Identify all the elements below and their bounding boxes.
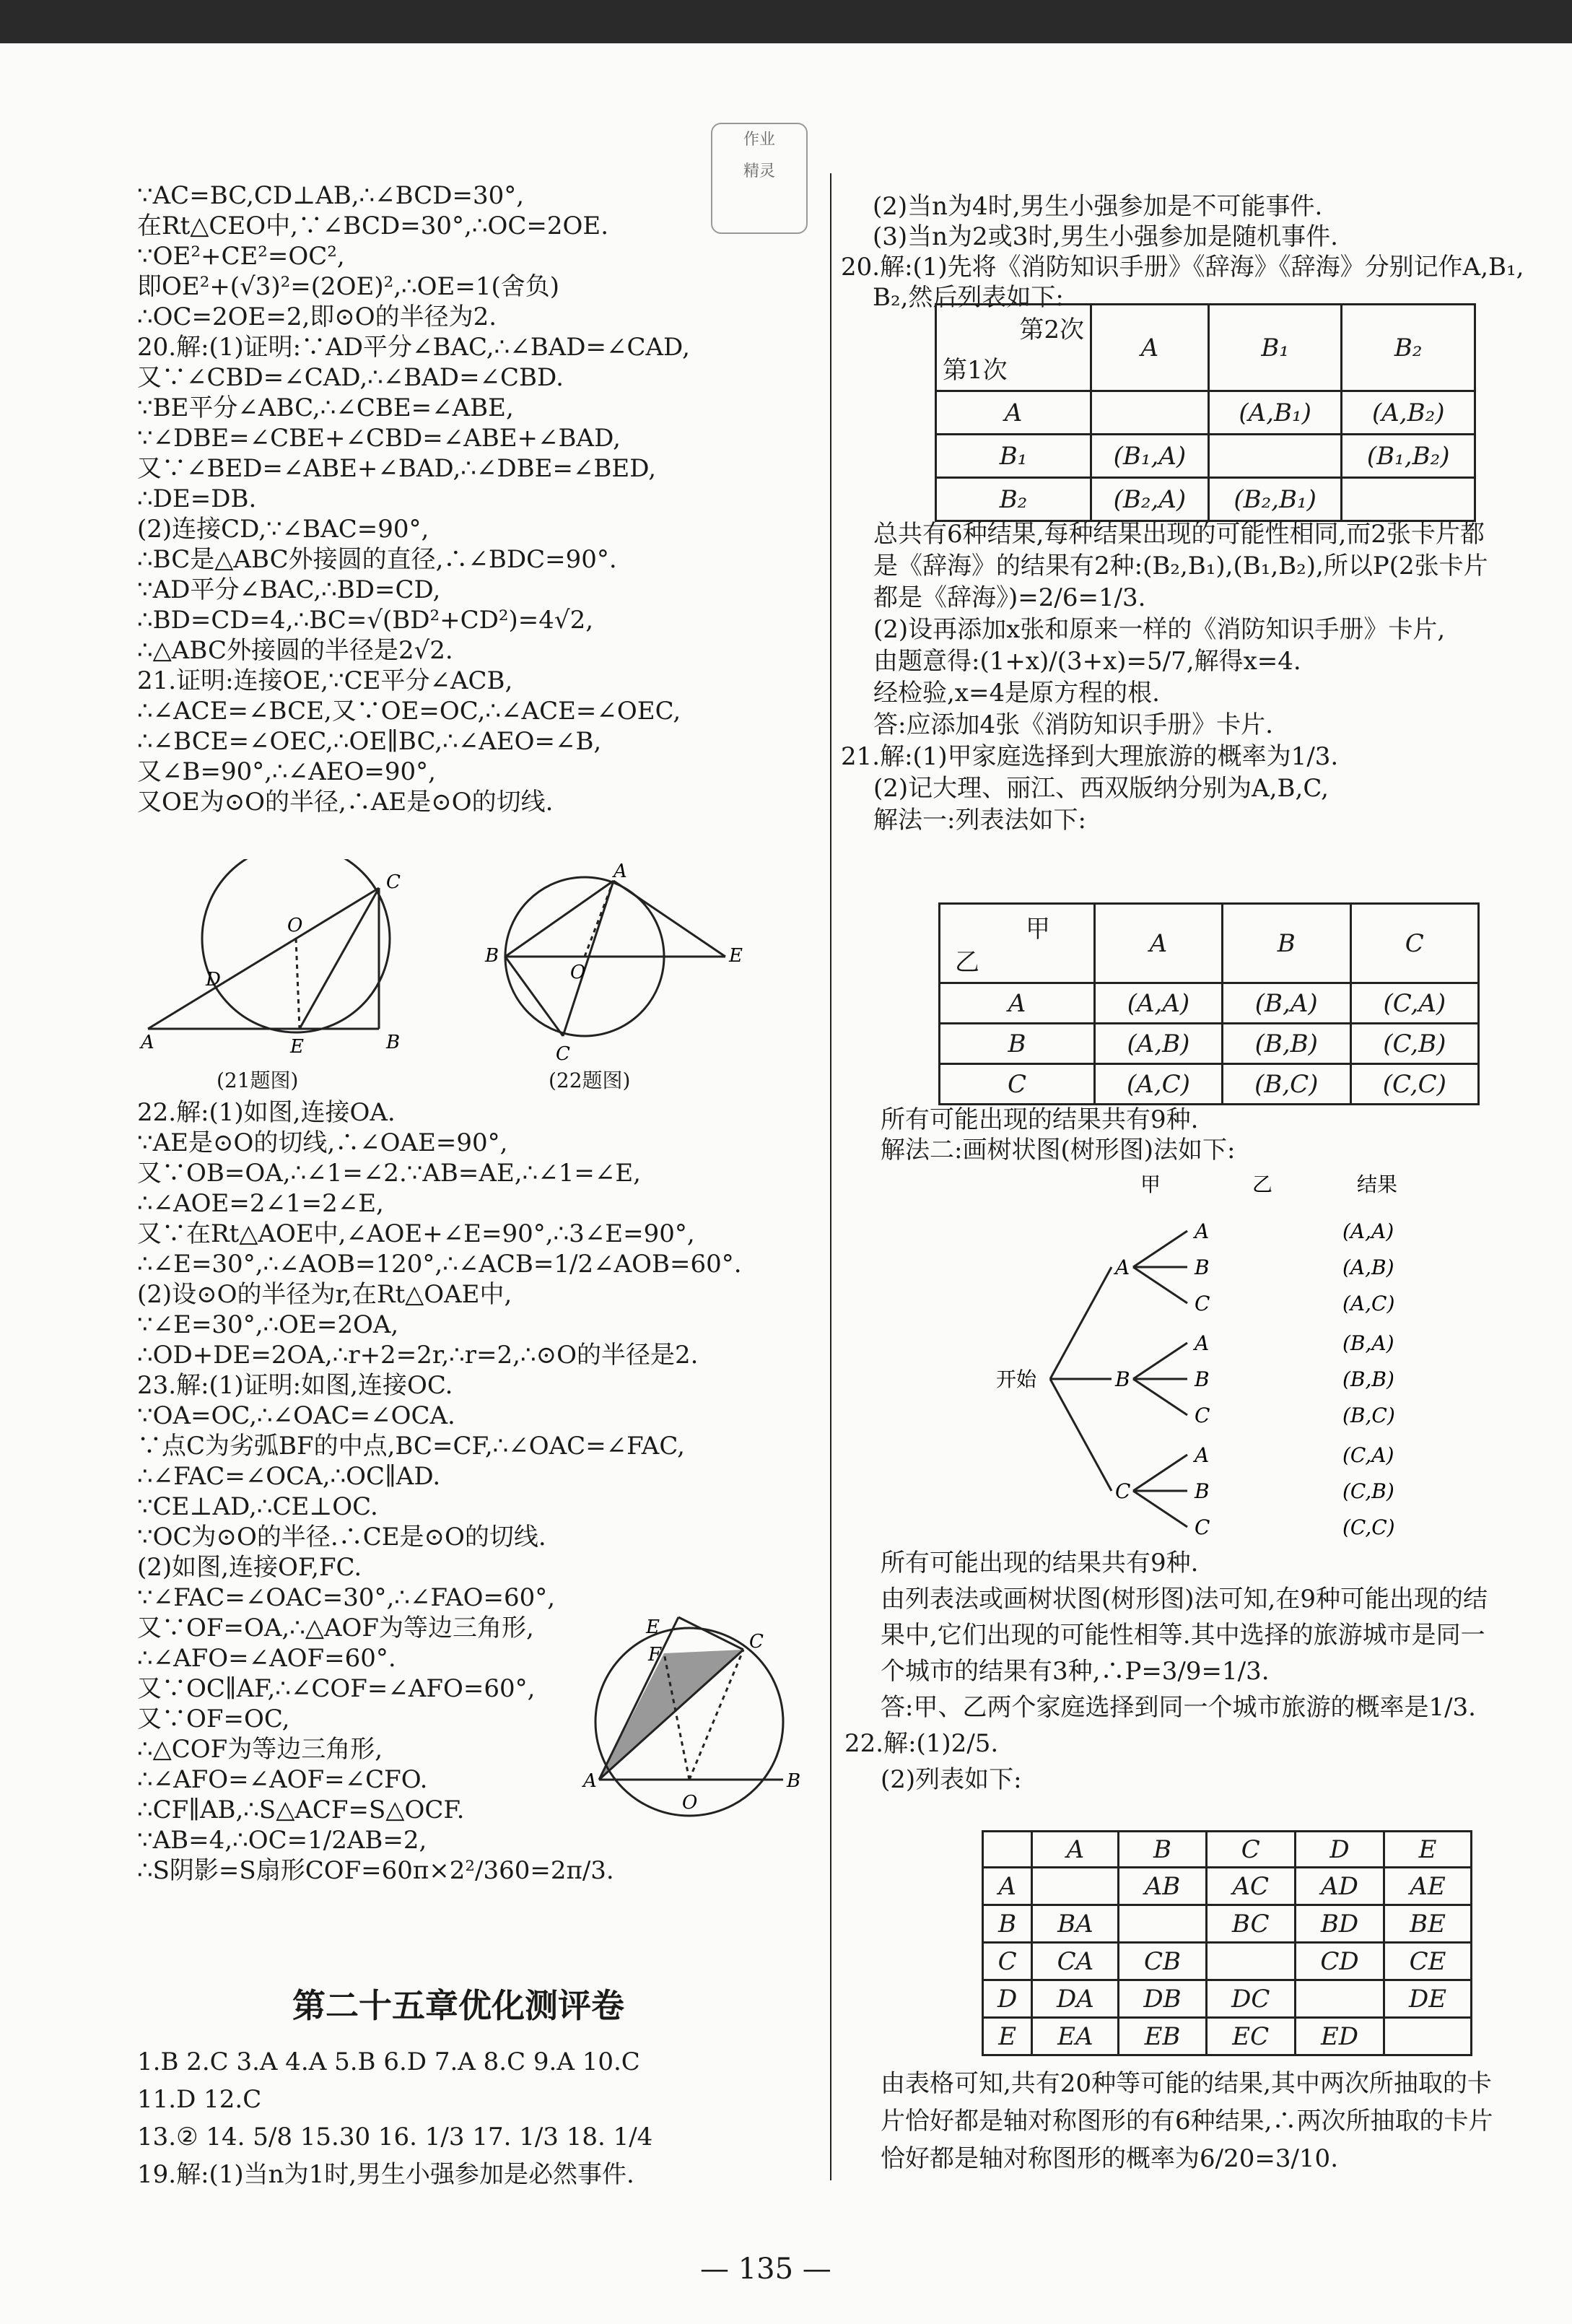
text-line: ∴DE=DB. (137, 484, 257, 513)
tree-result: (B,B) (1342, 1367, 1394, 1391)
col-header: B (1222, 904, 1350, 983)
label-C: C (386, 871, 401, 893)
tree-branch (1050, 1379, 1112, 1491)
table-row: B₁ (B₁,A) (B₁,B₂) (936, 435, 1475, 478)
table-row: A (A,A) (B,A) (C,A) (940, 983, 1479, 1024)
label-B: B (386, 1032, 401, 1053)
tree-result: (C,C) (1342, 1515, 1395, 1538)
text-line: 11.D 12.C (137, 2085, 262, 2114)
text-line: ∴∠ACE=∠BCE,又∵OE=OC,∴∠ACE=∠OEC, (137, 697, 681, 726)
text-line: ∴∠BCE=∠OEC,∴OE∥BC,∴∠AEO=∠B, (137, 727, 602, 756)
text-line: 20.解:(1)先将《消防知识手册》《辞海》《辞海》分别记作A,B₁, (841, 253, 1524, 282)
label-C: C (556, 1043, 570, 1065)
chapter-title: 第二十五章优化测评卷 (292, 1986, 624, 2025)
tree-branch (1133, 1267, 1187, 1303)
text-line: ∵OC为⊙O的半径.∴CE是⊙O的切线. (137, 1523, 546, 1551)
tree-node: B (1195, 1367, 1210, 1391)
right-bottom (844, 1545, 1488, 1798)
tree-node: C (1195, 1403, 1210, 1427)
label-A: A (141, 1032, 154, 1053)
tree-result: (B,A) (1342, 1331, 1394, 1355)
table-21 (938, 902, 1480, 1105)
text-line: B₂,然后列表如下: (873, 283, 1064, 312)
tree-branch (1133, 1231, 1187, 1267)
text-line: ∵OA=OC,∴∠OAC=∠OCA. (137, 1401, 455, 1430)
text-line: 23.解:(1)证明:如图,连接OC. (137, 1371, 453, 1400)
label-F: F (648, 1644, 662, 1666)
text-line: (3)当n为2或3时,男生小强参加是随机事件. (873, 222, 1338, 251)
right-mid2 (881, 1105, 1235, 1165)
label-B: B (485, 945, 499, 967)
left-column (137, 180, 690, 817)
text-line: (2)当n为4时,男生小强参加是不可能事件. (873, 192, 1323, 221)
text-line: 又∵在Rt△AOE中,∠AOE+∠E=90°,∴3∠E=90°, (137, 1219, 695, 1248)
label-E: E (290, 1036, 304, 1058)
tree-branch (1133, 1343, 1187, 1379)
tree-start: 开始 (996, 1367, 1037, 1391)
text-line: 果中,它们出现的可能性相等.其中选择的旅游城市是同一 (881, 1621, 1485, 1650)
label-O: O (570, 962, 586, 983)
text-line: ∵AC=BC,CD⊥AB,∴∠BCD=30°, (137, 181, 525, 210)
text-line: 又∵∠CBD=∠CAD,∴∠BAD=∠CBD. (137, 363, 564, 392)
text-line: 由列表法或画树状图(树形图)法可知,在9种可能出现的结 (881, 1585, 1488, 1614)
tree-diagram (996, 1162, 1487, 1538)
text-line: 由题意得:(1+x)/(3+x)=5/7,解得x=4. (873, 647, 1301, 676)
text-line: 所有可能出现的结果共有9种. (881, 1105, 1199, 1134)
label-A: A (583, 1770, 597, 1792)
table-row: E EA EB EC ED (983, 2018, 1472, 2055)
tree-node: B (1115, 1367, 1130, 1391)
col-header: B₂ (1342, 305, 1475, 391)
text-line: 22.解:(1)如图,连接OA. (137, 1098, 396, 1127)
text-line: ∵∠FAC=∠OAC=30°,∴∠FAO=60°, (137, 1583, 556, 1612)
text-line: 片恰好都是轴对称图形的有6种结果,∴两次所抽取的卡片 (881, 2107, 1493, 2136)
tree-node: B (1195, 1479, 1210, 1503)
text-line: 在Rt△CEO中,∵∠BCD=30°,∴OC=2OE. (137, 212, 609, 240)
text-line: 总共有6种结果,每种结果出现的可能性相同,而2张卡片都 (873, 520, 1485, 549)
text-line: ∵CE⊥AD,∴CE⊥OC. (137, 1492, 378, 1521)
text-line: ∵BE平分∠ABC,∴∠CBE=∠ABE, (137, 393, 514, 422)
text-line: 又∠B=90°,∴∠AEO=90°, (137, 757, 436, 786)
table-22: A B C D E A AB AC AD AE B BA BC BD BE C CA CB CD CE D DA DB DC DE E EA EB EC ED (982, 1830, 1472, 2056)
text-line: 又∵OC∥AF,∴∠COF=∠AFO=60°, (137, 1674, 536, 1703)
tree-node: A (1195, 1219, 1210, 1243)
table-row: A (A,B₁) (A,B₂) (936, 391, 1475, 435)
tree-result: (A,A) (1342, 1219, 1394, 1243)
label-O: O (682, 1792, 698, 1814)
text-line: 是《辞海》的结果有2种:(B₂,B₁),(B₁,B₂),所以P(2张卡片 (873, 552, 1488, 580)
text-line: ∵AE是⊙O的切线,∴∠OAE=90°, (137, 1128, 508, 1157)
table-row: A AB AC AD AE (983, 1868, 1472, 1905)
tree-node: C (1115, 1479, 1131, 1503)
figure-23 (577, 1603, 808, 1819)
text-line: (2)设再添加x张和原来一样的《消防知识手册》卡片, (873, 615, 1446, 644)
tree-branch (1133, 1379, 1187, 1415)
text-line: 即OE²+(√3)²=(2OE)²,∴OE=1(舍负) (137, 272, 560, 301)
text-line: ∵AD平分∠BAC,∴BD=CD, (137, 575, 441, 604)
text-line: ∴OD+DE=2OA,∴r+2=2r,∴r=2,∴⊙O的半径是2. (137, 1341, 699, 1370)
text-line: 由表格可知,共有20种等可能的结果,其中两次所抽取的卡 (881, 2069, 1492, 2098)
text-line: ∴BD=CD=4,∴BC=√(BD²+CD²)=4√2, (137, 606, 594, 635)
label-A: A (613, 861, 627, 882)
right-top (841, 191, 1524, 313)
text-line: (2)连接CD,∵∠BAC=90°, (137, 515, 429, 544)
text-line: 又∵∠BED=∠ABE+∠BAD,∴∠DBE=∠BED, (137, 454, 657, 483)
label-E: E (729, 945, 743, 967)
text-line: ∴CF∥AB,∴S△ACF=S△OCF. (137, 1796, 465, 1824)
text-line: 19.解:(1)当n为1时,男生小强参加是必然事件. (137, 2160, 634, 2189)
top-scan-band (0, 0, 1572, 43)
label-O: O (287, 915, 303, 936)
text-line: ∵OE²+CE²=OC², (137, 242, 345, 271)
col-header: B₁ (1208, 305, 1342, 391)
tree-header: 乙 (1252, 1172, 1273, 1196)
col-header: C (1350, 904, 1478, 983)
col-header: A (1091, 305, 1209, 391)
table-corner: 第2次 第1次 (936, 305, 1091, 391)
table-corner: 甲 乙 (940, 904, 1095, 983)
text-line: 20.解:(1)证明:∵AD平分∠BAC,∴∠BAD=∠CAD, (137, 333, 690, 362)
tree-header: 结果 (1357, 1172, 1398, 1196)
tree-result: (A,C) (1342, 1292, 1395, 1315)
page-number: — 135 — (700, 2253, 831, 2286)
text-line: (2)记大理、丽江、西双版纳分别为A,B,C, (873, 774, 1329, 803)
col-header: A (1095, 904, 1223, 983)
text-line: (2)设⊙O的半径为r,在Rt△OAE中, (137, 1280, 512, 1309)
tree-node: A (1195, 1443, 1210, 1467)
text-line: 解法二:画树状图(树形图)法如下: (881, 1136, 1236, 1165)
text-line: ∴∠E=30°,∴∠AOB=120°,∴∠ACB=1/2∠AOB=60°. (137, 1250, 742, 1279)
answers-block (137, 2043, 652, 2193)
tree-result: (A,B) (1342, 1255, 1394, 1279)
text-line: 又∵OB=OA,∴∠1=∠2.∵AB=AE,∴∠1=∠E, (137, 1159, 641, 1188)
text-line: 又∵OF=OA,∴△AOF为等边三角形, (137, 1614, 534, 1642)
text-line: ∴S阴影=S扇形COF=60π×2²/360=2π/3. (137, 1856, 614, 1885)
caption-21: (21题图) (217, 1069, 299, 1092)
table-row: B BA BC BD BE (983, 1905, 1472, 1943)
text-line: ∴OC=2OE=2,即⊙O的半径为2. (137, 303, 497, 331)
text-line: 答:甲、乙两个家庭选择到同一个城市旅游的概率是1/3. (881, 1693, 1476, 1722)
text-line: 所有可能出现的结果共有9种. (881, 1549, 1199, 1577)
watermark-stamp: 作业 精灵 (711, 123, 808, 234)
text-line: 21.证明:连接OE,∵CE平分∠ACB, (137, 666, 513, 695)
table-row: C (A,C) (B,C) (C,C) (940, 1064, 1479, 1105)
tree-branch (1133, 1455, 1187, 1491)
text-line: ∴∠AOE=2∠1=2∠E, (137, 1189, 384, 1218)
text-line: ∴△ABC外接圆的半径是2√2. (137, 636, 453, 665)
table-row: B₂ (B₂,A) (B₂,B₁) (936, 478, 1475, 521)
label-D: D (206, 969, 221, 991)
text-line: 又∵OF=OC, (137, 1705, 290, 1733)
text-line: ∵点C为劣弧BF的中点,BC=CF,∴∠OAC=∠FAC, (137, 1432, 685, 1461)
column-rule (830, 173, 831, 2180)
right-mid (841, 518, 1488, 836)
tree-result: (C,A) (1342, 1443, 1394, 1467)
text-line: ∵∠DBE=∠CBE+∠CBD=∠ABE+∠BAD, (137, 424, 621, 453)
text-line: ∴∠AFO=∠AOF=∠CFO. (137, 1765, 428, 1794)
text-line: (2)列表如下: (881, 1765, 1022, 1794)
text-line: 22.解:(1)2/5. (844, 1729, 999, 1758)
caption-22: (22题图) (549, 1069, 631, 1092)
label-C: C (749, 1631, 764, 1653)
label-B: B (787, 1770, 801, 1792)
text-line: 21.解:(1)甲家庭选择到大理旅游的概率为1/3. (841, 742, 1339, 771)
tree-result: (B,C) (1342, 1403, 1395, 1427)
text-line: 又OE为⊙O的半径,∴AE是⊙O的切线. (137, 788, 554, 817)
tree-node: A (1195, 1331, 1210, 1355)
text-line: 答:应添加4张《消防知识手册》卡片. (873, 710, 1273, 739)
text-line: 解法一:列表法如下: (873, 806, 1086, 835)
table-row: C CA CB CD CE (983, 1943, 1472, 1980)
tree-node: A (1115, 1255, 1130, 1279)
text-line: ∵AB=4,∴OC=1/2AB=2, (137, 1826, 427, 1855)
tree-node: C (1195, 1292, 1210, 1315)
text-line: 经检验,x=4是原方程的根. (873, 679, 1160, 708)
table-20 (935, 303, 1476, 522)
tree-node: B (1195, 1255, 1210, 1279)
text-line: 恰好都是轴对称图形的概率为6/20=3/10. (881, 2144, 1338, 2173)
tree-branch (1050, 1267, 1112, 1379)
text-line: ∴∠AFO=∠AOF=60°. (137, 1644, 396, 1673)
tree-header: 甲 (1140, 1172, 1161, 1196)
text-line: ∴∠FAC=∠OCA,∴OC∥AD. (137, 1462, 441, 1491)
text-line: 1.B 2.C 3.A 4.A 5.B 6.D 7.A 8.C 9.A 10.C (137, 2047, 640, 2076)
text-line: ∴△COF为等边三角形, (137, 1735, 383, 1764)
table-row: B (A,B) (B,B) (C,B) (940, 1024, 1479, 1064)
text-line: ∴BC是△ABC外接圆的直径,∴∠BDC=90°. (137, 545, 617, 574)
text-line: 个城市的结果有3种,∴P=3/9=1/3. (881, 1657, 1270, 1686)
text-line: (2)如图,连接OF,FC. (137, 1553, 362, 1582)
table-row: D DA DB DC DE (983, 1980, 1472, 2018)
tree-node: C (1195, 1515, 1210, 1538)
text-line: 都是《辞海》)=2/6=1/3. (873, 583, 1146, 612)
tree-branch (1133, 1491, 1187, 1527)
tree-result: (C,B) (1342, 1479, 1394, 1503)
text-line: ∵∠E=30°,∴OE=2OA, (137, 1310, 399, 1339)
right-end (881, 2065, 1493, 2177)
text-line: 13.② 14. 5/8 15.30 16. 1/3 17. 1/3 18. 1/4 (137, 2123, 653, 2151)
label-E: E (646, 1616, 660, 1638)
